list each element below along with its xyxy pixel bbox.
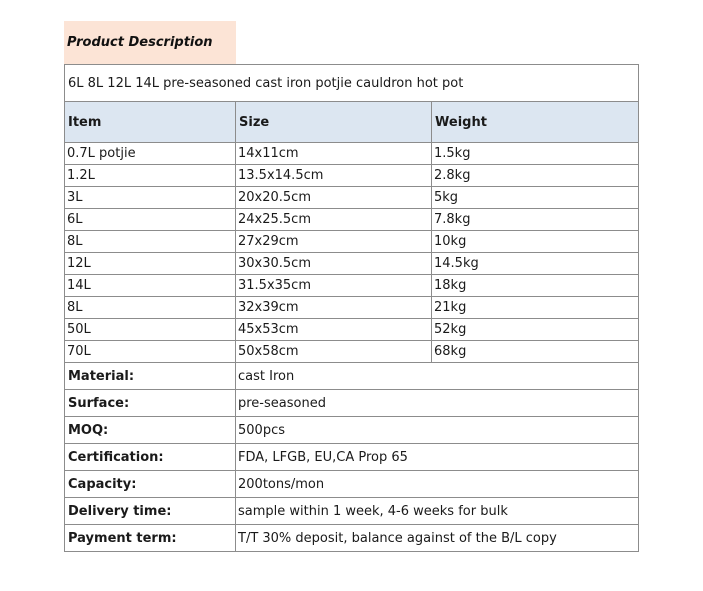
size-cell: 20x20.5cm [236,187,432,209]
column-header-size: Size [236,102,432,143]
spec-label: Material: [65,363,236,390]
item-cell: 8L [65,231,236,253]
spec-label: Payment term: [65,525,236,552]
product-spec-table [64,64,639,552]
item-cell: 1.2L [65,165,236,187]
weight-cell: 7.8kg [432,209,639,231]
spec-row [65,444,639,471]
size-cell: 13.5x14.5cm [236,165,432,187]
table-row [65,187,639,209]
item-cell: 70L [65,341,236,363]
weight-cell: 52kg [432,319,639,341]
weight-cell: 18kg [432,275,639,297]
section-title: Product Description [64,21,236,64]
spec-label: MOQ: [65,417,236,444]
spec-value: 500pcs [236,417,639,444]
column-header-item: Item [65,102,236,143]
item-cell: 3L [65,187,236,209]
table-row [65,297,639,319]
item-cell: 0.7L potjie [65,143,236,165]
table-row [65,165,639,187]
weight-cell: 5kg [432,187,639,209]
spec-value: pre-seasoned [236,390,639,417]
spec-label: Capacity: [65,471,236,498]
table-row [65,143,639,165]
spec-row [65,390,639,417]
spec-row [65,525,639,552]
weight-cell: 1.5kg [432,143,639,165]
table-row [65,319,639,341]
size-cell: 27x29cm [236,231,432,253]
spec-label: Surface: [65,390,236,417]
size-cell: 14x11cm [236,143,432,165]
table-row [65,253,639,275]
spec-value: 200tons/mon [236,471,639,498]
column-header-weight: Weight [432,102,639,143]
table-row [65,209,639,231]
spec-value: sample within 1 week, 4-6 weeks for bulk [236,498,639,525]
size-cell: 32x39cm [236,297,432,319]
spec-row [65,471,639,498]
size-cell: 30x30.5cm [236,253,432,275]
size-cell: 45x53cm [236,319,432,341]
spec-row [65,417,639,444]
table-header-row [65,102,639,143]
spec-row [65,498,639,525]
weight-cell: 21kg [432,297,639,319]
product-name: 6L 8L 12L 14L pre-seasoned cast iron potjie cauldron hot pot [65,65,639,102]
weight-cell: 14.5kg [432,253,639,275]
item-cell: 8L [65,297,236,319]
spec-row [65,363,639,390]
size-cell: 50x58cm [236,341,432,363]
item-cell: 12L [65,253,236,275]
item-cell: 50L [65,319,236,341]
size-cell: 31.5x35cm [236,275,432,297]
item-cell: 14L [65,275,236,297]
spec-label: Certification: [65,444,236,471]
table-row [65,231,639,253]
spec-value: FDA, LFGB, EU,CA Prop 65 [236,444,639,471]
table-row [65,275,639,297]
weight-cell: 2.8kg [432,165,639,187]
spec-label: Delivery time: [65,498,236,525]
size-cell: 24x25.5cm [236,209,432,231]
spec-value: T/T 30% deposit, balance against of the B/L copy [236,525,639,552]
product-name-row [65,65,639,102]
weight-cell: 10kg [432,231,639,253]
spec-value: cast Iron [236,363,639,390]
weight-cell: 68kg [432,341,639,363]
table-row [65,341,639,363]
item-cell: 6L [65,209,236,231]
